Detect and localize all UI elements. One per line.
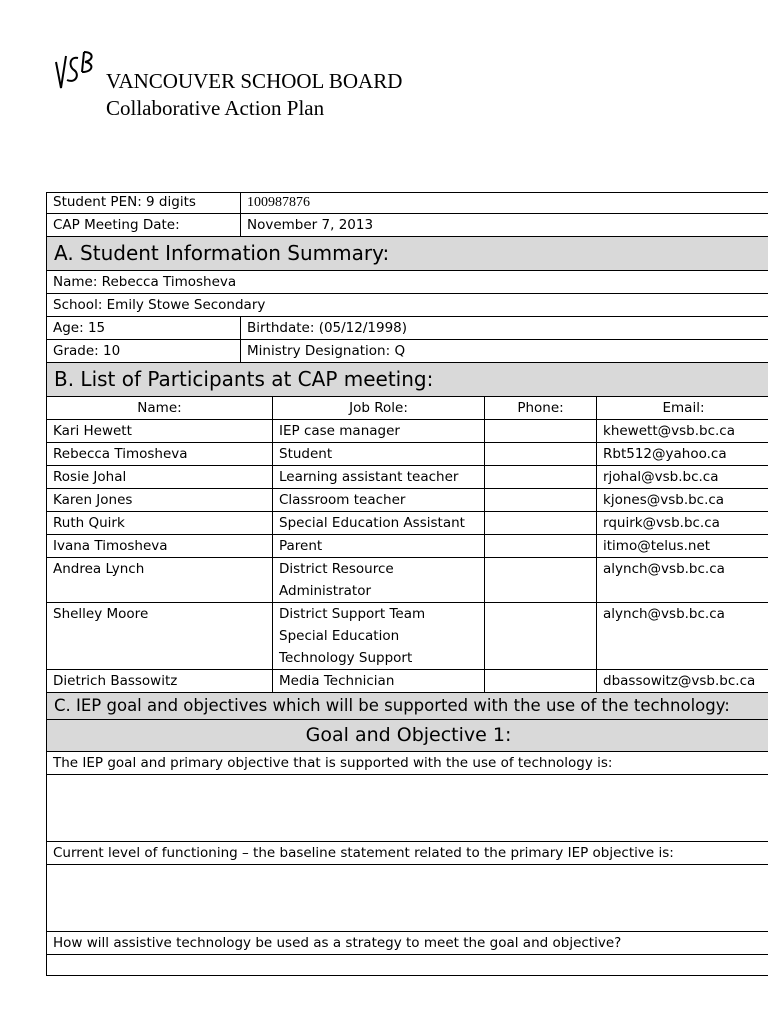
section-a-header: [47, 237, 768, 271]
col-header-name: Name:: [47, 397, 273, 420]
vsb-logo: [52, 48, 104, 96]
goal-title: Goal and Objective 1:: [47, 720, 768, 752]
pen-label: Student PEN: 9 digits: [47, 193, 241, 214]
participant-role-line: District Resource: [279, 561, 394, 577]
participant-row: [47, 670, 768, 693]
document-title: Collaborative Action Plan: [106, 96, 325, 120]
section-c-header: [47, 693, 768, 720]
participant-phone[interactable]: [485, 535, 597, 558]
participant-row: [47, 443, 768, 466]
participant-name[interactable]: Rosie Johal: [47, 466, 273, 489]
student-birthdate[interactable]: Birthdate: (05/12/1998): [241, 317, 768, 340]
participant-row: [47, 489, 768, 512]
student-grade[interactable]: Grade: 10: [47, 340, 241, 363]
cap-form-table: [46, 192, 768, 976]
participant-row: [47, 466, 768, 489]
question-assistive-tech: How will assistive technology be used as a strategy to meet the goal and objective?: [47, 932, 768, 955]
col-header-email: Email:: [597, 397, 768, 420]
participant-phone[interactable]: [485, 512, 597, 535]
participant-phone[interactable]: [485, 603, 597, 670]
participant-name[interactable]: Kari Hewett: [47, 420, 273, 443]
participant-role[interactable]: [273, 603, 485, 670]
participants-header-row: [47, 397, 768, 420]
participant-email[interactable]: Rbt512@yahoo.ca: [597, 443, 768, 466]
meeting-date-value[interactable]: November 7, 2013: [241, 214, 768, 237]
participant-email[interactable]: alynch@vsb.bc.ca: [597, 558, 768, 603]
participant-phone[interactable]: [485, 558, 597, 603]
participant-email[interactable]: dbassowitz@vsb.bc.ca: [597, 670, 768, 693]
participant-phone[interactable]: [485, 443, 597, 466]
section-c-title: C. IEP goal and objectives which will be supported with the use of the technology:: [47, 693, 768, 720]
meeting-date-row: [47, 214, 768, 237]
participant-role[interactable]: Special Education Assistant: [273, 512, 485, 535]
participant-role[interactable]: Media Technician: [273, 670, 485, 693]
pen-row: [47, 193, 768, 214]
section-b-title: B. List of Participants at CAP meeting:: [47, 363, 768, 397]
participant-phone[interactable]: [485, 466, 597, 489]
participant-email[interactable]: rjohal@vsb.bc.ca: [597, 466, 768, 489]
participant-email[interactable]: itimo@telus.net: [597, 535, 768, 558]
participant-row: [47, 603, 768, 670]
participant-email[interactable]: alynch@vsb.bc.ca: [597, 603, 768, 670]
participant-role-line: District Support Team: [279, 606, 426, 622]
col-header-phone: Phone:: [485, 397, 597, 420]
meeting-date-label: CAP Meeting Date:: [47, 214, 241, 237]
participant-name[interactable]: Dietrich Bassowitz: [47, 670, 273, 693]
org-name: VANCOUVER SCHOOL BOARD: [106, 69, 403, 93]
section-a-title: A. Student Information Summary:: [47, 237, 768, 271]
section-b-header: [47, 363, 768, 397]
participant-role-line: Special Education: [279, 628, 400, 644]
participant-role[interactable]: IEP case manager: [273, 420, 485, 443]
answer-baseline[interactable]: [47, 865, 768, 932]
participant-email[interactable]: kjones@vsb.bc.ca: [597, 489, 768, 512]
pen-value[interactable]: 100987876: [241, 193, 768, 214]
student-age[interactable]: Age: 15: [47, 317, 241, 340]
participant-name[interactable]: Shelley Moore: [47, 603, 273, 670]
col-header-role: Job Role:: [273, 397, 485, 420]
ministry-designation[interactable]: Ministry Designation: Q: [241, 340, 768, 363]
participant-row: [47, 535, 768, 558]
participant-name[interactable]: Ivana Timosheva: [47, 535, 273, 558]
student-name[interactable]: Name: Rebecca Timosheva: [47, 271, 768, 294]
participant-row: [47, 512, 768, 535]
participant-name[interactable]: Rebecca Timosheva: [47, 443, 273, 466]
participant-row: [47, 420, 768, 443]
participant-phone[interactable]: [485, 420, 597, 443]
goal-header: [47, 720, 768, 752]
participant-phone[interactable]: [485, 670, 597, 693]
participant-role[interactable]: [273, 558, 485, 603]
participant-role[interactable]: Student: [273, 443, 485, 466]
question-baseline: Current level of functioning – the baseline statement related to the primary IEP objective is:: [47, 842, 768, 865]
question-iep-goal: The IEP goal and primary objective that is supported with the use of technology is:: [47, 752, 768, 775]
participant-name[interactable]: Ruth Quirk: [47, 512, 273, 535]
participant-email[interactable]: khewett@vsb.bc.ca: [597, 420, 768, 443]
participant-name[interactable]: Karen Jones: [47, 489, 273, 512]
participant-email[interactable]: rquirk@vsb.bc.ca: [597, 512, 768, 535]
participant-role-line: Administrator: [279, 583, 372, 599]
letterhead: [106, 68, 402, 122]
participant-role[interactable]: Parent: [273, 535, 485, 558]
participant-row: [47, 558, 768, 603]
answer-assistive-tech[interactable]: [47, 955, 768, 976]
participant-role-line: Technology Support: [279, 650, 413, 666]
answer-iep-goal[interactable]: [47, 775, 768, 842]
student-school[interactable]: School: Emily Stowe Secondary: [47, 294, 768, 317]
participant-role[interactable]: Learning assistant teacher: [273, 466, 485, 489]
participant-role[interactable]: Classroom teacher: [273, 489, 485, 512]
participant-name[interactable]: Andrea Lynch: [47, 558, 273, 603]
participant-phone[interactable]: [485, 489, 597, 512]
